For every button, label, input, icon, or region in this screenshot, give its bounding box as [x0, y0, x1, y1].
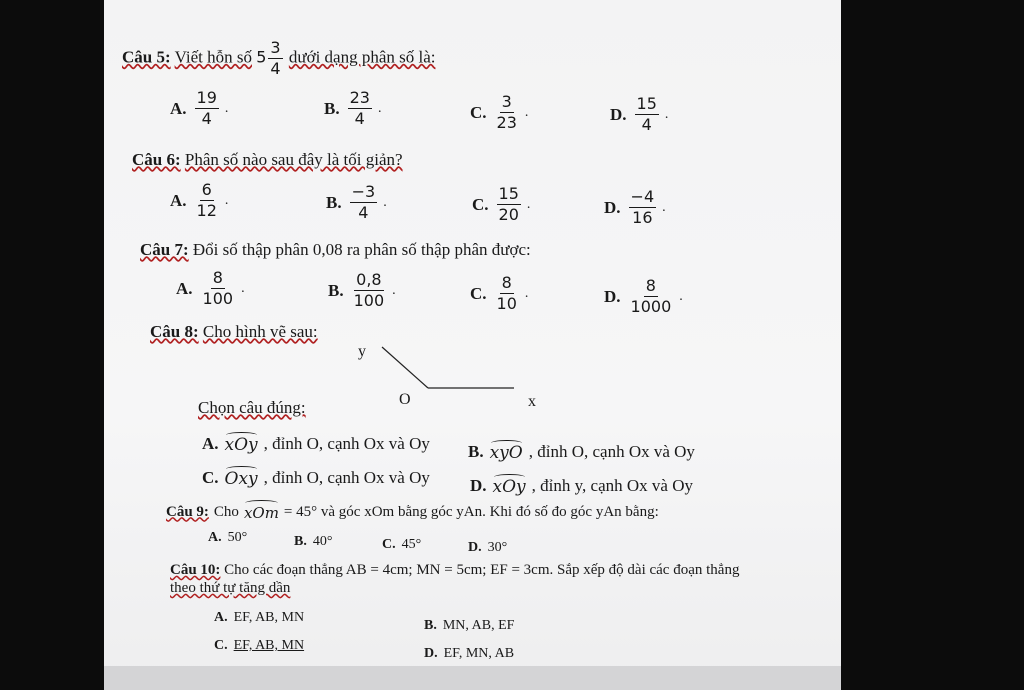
q8-option-b[interactable]: B. xyO , đỉnh O, cạnh Ox và Oy — [468, 441, 695, 463]
q7-option-b[interactable]: B. $\frac{0,8}{100}$ . — [328, 270, 396, 310]
q10-heading — [170, 562, 739, 579]
label-y: y — [358, 343, 366, 360]
q5-option-b[interactable]: B. $\frac{23}{4}$ . — [324, 88, 382, 128]
angle-symbol: xOy — [493, 474, 526, 497]
q8-text: Cho hình vẽ sau: — [202, 322, 318, 341]
q10-option-c[interactable]: C. EF, AB, MN — [214, 638, 305, 653]
q10-line2: theo thứ tự tăng dần — [170, 580, 291, 596]
q8-choose-text: Chọn câu đúng: — [198, 398, 306, 417]
q9-number: Câu 9: — [166, 503, 209, 520]
q6-option-a[interactable]: A. $\frac{6}{12}$ . — [170, 180, 229, 220]
q6-option-c[interactable]: C. $\frac{15}{20}$ . — [472, 184, 531, 224]
q10-number: Câu 10: — [170, 562, 221, 578]
q9-text: = 45° và góc xOm bằng góc yAn. Khi đó số đo góc yAn bằng: — [283, 503, 659, 520]
q7-text: Đổi số thập phân 0,08 ra phân số thập phân được: — [192, 240, 531, 259]
q7-option-a[interactable]: A. $\frac{8}{100}$ . — [176, 268, 245, 308]
q5-number: Câu 5: — [122, 47, 171, 67]
q10-option-a[interactable]: A. EF, AB, MN — [214, 610, 305, 625]
q5-option-c[interactable]: C. $\frac{3}{23}$ . — [470, 92, 529, 132]
angle-symbol: xOm — [244, 500, 279, 523]
q5-option-d[interactable]: D. $\frac{15}{4}$ . — [610, 94, 669, 134]
q10-line1: Cho các đoạn thẳng AB = 4cm; MN = 5cm; EF = 3cm. Sắp xếp độ dài các đoạn thẳng — [224, 562, 740, 578]
q6-option-b[interactable]: B. $\frac{-3}{4}$ . — [326, 182, 387, 222]
q9-option-a[interactable]: A. 50° — [208, 530, 248, 545]
q10-option-b[interactable]: B. MN, AB, EF — [424, 618, 515, 633]
q5-text-after: dưới dạng phân số là: — [288, 47, 436, 67]
angle-symbol: xOy — [225, 432, 258, 455]
q8-option-c[interactable]: C. Oxy , đỉnh O, cạnh Ox và Oy — [202, 467, 430, 489]
q9-heading: Câu 9: Cho xOm = 45° và góc xOm bằng góc yAn. Khi đó số đo góc yAn bằng: — [166, 500, 659, 523]
label-o: O — [399, 391, 411, 408]
q9-option-d[interactable]: D. 30° — [468, 540, 508, 555]
q7-option-c[interactable]: C. $\frac{8}{10}$ . — [470, 273, 529, 313]
q9-option-b[interactable]: B. 40° — [294, 534, 333, 549]
q5-mixed-whole: 5 — [256, 47, 267, 67]
label-x: x — [528, 393, 536, 410]
angle-symbol: Oxy — [225, 466, 258, 489]
q7-option-d[interactable]: D. $\frac{8}{1000}$ . — [604, 276, 683, 316]
q10-option-d[interactable]: D. EF, MN, AB — [424, 646, 515, 661]
angle-symbol: xyO — [490, 440, 523, 463]
q8-option-d[interactable]: D. xOy , đỉnh y, cạnh Ox và Oy — [470, 475, 693, 497]
q5-text-before: Viết hỗn số — [174, 47, 252, 67]
q5-mixed-fraction: $\frac{3}{4}$ — [270, 38, 281, 78]
q7-number: Câu 7: — [140, 240, 189, 259]
q5-option-a[interactable]: A. $\frac{19}{4}$ . — [170, 88, 229, 128]
q6-number: Câu 6: — [132, 150, 181, 169]
q8-number: Câu 8: — [150, 322, 199, 341]
ray-oy — [382, 347, 428, 388]
q9-option-c[interactable]: C. 45° — [382, 537, 422, 552]
q6-text: Phân số nào sau đây là tối giản? — [184, 150, 403, 169]
q8-option-a[interactable]: A. xOy , đỉnh O, cạnh Ox và Oy — [202, 433, 430, 455]
q6-option-d[interactable]: D. $\frac{-4}{16}$ . — [604, 187, 666, 227]
